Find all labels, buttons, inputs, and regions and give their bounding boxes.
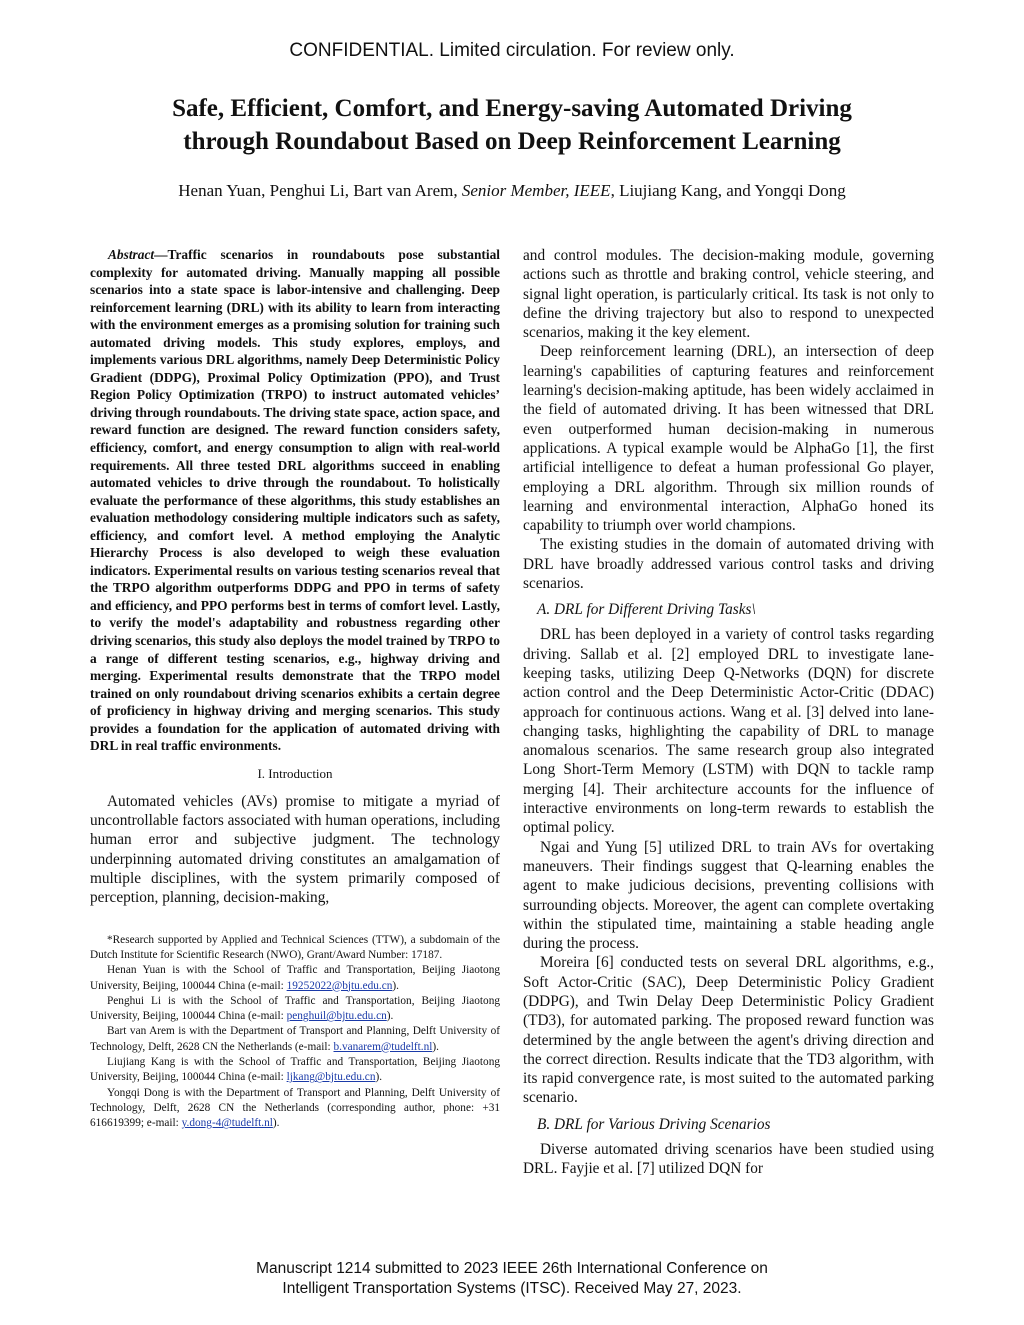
paragraph-overtaking: Ngai and Yung [5] utilized DRL to train AVs for overtaking maneuvers. Their findings suggest that Q-learning enables the agent to make judicious decisions, preventing collisions with surrounding objects. Moreover, the agent can complete overtaking within the stipulated time, maintaining a stable heading angle during the process. bbox=[523, 838, 934, 953]
footnotes bbox=[90, 933, 500, 1132]
abstract bbox=[90, 246, 500, 755]
footer-line-1: Manuscript 1214 submitted to 2023 IEEE 26th International Conference on bbox=[256, 1260, 768, 1277]
left-column bbox=[90, 246, 500, 1132]
footer-line-2: Intelligent Transportation Systems (ITSC). Received May 27, 2023. bbox=[282, 1280, 742, 1297]
section-heading-introduction: I. Introduction bbox=[257, 765, 333, 781]
email-link[interactable]: penghuil@bjtu.edu.cn bbox=[286, 1010, 387, 1023]
subsection-heading-a: A. DRL for Different Driving Tasks\ bbox=[537, 601, 756, 619]
footnote-author-3: Bart van Arem is with the Department of Transport and Planning, Delft University of Technology, Delft, 2628 CN the Netherlands (e-mail: b.vanarem@tudelft.nl). bbox=[90, 1025, 500, 1053]
confidential-notice: CONFIDENTIAL. Limited circulation. For review only. bbox=[289, 40, 735, 61]
footnote-author-4: Liujiang Kang is with the School of Traffic and Transportation, Beijing Jiaotong University, Beijing, 100044 China (e-mail: ljkang@bjtu.edu.cn). bbox=[90, 1056, 500, 1084]
right-column bbox=[523, 246, 934, 1178]
paragraph-control-modules: and control modules. The decision-making module, governing actions such as throttle and braking control, vehicle steering, and signal light operation, is particularly critical. Its task is not only to define the driving trajectory but also to respond to unexpected scenarios, making it the key element. bbox=[523, 247, 934, 342]
submission-footer bbox=[0, 1259, 1024, 1299]
abstract-label: Abstract bbox=[108, 247, 155, 262]
paragraph-drl-intro: Deep reinforcement learning (DRL), an intersection of deep learning's capabilities of capturing features and reinforcement learning's decision-making aptitude, has been widely acclaimed in the field of automated driving. It has been witnessed that DRL even outperformed human decision-making in numerous applications. A typical example would be AlphaGo [1], the first artificial intelligence to defeat a human professional Go player, employing a DRL algorithm. Through six million rounds of learning and environmental interaction, AlphaGo honed its capability to triumph over world champions. bbox=[523, 343, 934, 535]
footnote-author-1: Henan Yuan is with the School of Traffic and Transportation, Beijing Jiaotong University, Beijing, 100044 China (e-mail: 19252022@bjtu.edu.cn). bbox=[90, 964, 500, 992]
footnote-author-5: Yongqi Dong is with the Department of Transport and Planning, Delft University of Technology, Delft, 2628 CN the Netherlands (corresponding author, phone: +31 616619399; e-mail: y.dong-4@tudelft.nl). bbox=[90, 1086, 500, 1130]
email-link[interactable]: y.dong-4@tudelft.nl bbox=[181, 1117, 273, 1130]
footnote-funding: *Research supported by Applied and Technical Sciences (TTW), a subdomain of the Dutch Institute for Scientific Research (NWO), Grant/Award Number: 17187. bbox=[90, 933, 500, 961]
footnote-author-2: Penghui Li is with the School of Traffic and Transportation, Beijing Jiaotong University, Beijing, 100044 China (e-mail: penghuil@bjtu.edu.cn). bbox=[90, 994, 500, 1023]
paper-title bbox=[70, 92, 954, 158]
title-line-1: Safe, Efficient, Comfort, and Energy-saving Automated Driving bbox=[172, 95, 852, 122]
paragraph-driving-scenarios: Diverse automated driving scenarios have been studied using DRL. Fayjie et al. [7] utilized DQN for bbox=[523, 1140, 934, 1178]
paragraph-parking: Moreira [6] conducted tests on several DRL algorithms, e.g., Soft Actor-Critic (SAC), Deep Deterministic Policy Gradient (DDPG), and Twin Delay Deep Deterministic Policy Gradient (TD3), for automated parking. The proposed reward function was determined by the angle between the agent's driving direction and the correct direction. Results indicate that the TD3 algorithm, with its rapid convergence rate, is most suited to the automated parking scenario. bbox=[523, 954, 934, 1107]
subsection-heading-b: B. DRL for Various Driving Scenarios bbox=[537, 1115, 771, 1133]
intro-paragraph: Automated vehicles (AVs) promise to mitigate a myriad of uncontrollable factors associated with human operations, including human error and subjective judgment. The technology underpinning automated driving constitutes an amalgamation of multiple disciplines, with the system primarily composed of perception, planning, decision-making, bbox=[90, 792, 500, 907]
email-link[interactable]: 19252022@bjtu.edu.cn bbox=[286, 979, 393, 992]
authors-after: , Liujiang Kang, and Yongqi Dong bbox=[610, 181, 846, 200]
title-line-2: through Roundabout Based on Deep Reinforcement Learning bbox=[183, 128, 841, 155]
email-link[interactable]: ljkang@bjtu.edu.cn bbox=[286, 1071, 376, 1084]
paragraph-existing-studies: The existing studies in the domain of automated driving with DRL have broadly addressed various control tasks and driving scenarios. bbox=[523, 536, 934, 593]
paragraph-driving-tasks: DRL has been deployed in a variety of control tasks regarding driving. Sallab et al. [2] employed DRL to investigate lane-keeping tasks, utilizing Deep Q-Networks (DQN) for discrete action control and the Deep Deterministic Actor-Critic (DDAC) approach for continuous actions. Wang et al. [3] delved into lane-changing tasks, highlighting the capability of DRL to manage anomalous scenarios. The same research group also integrated Long Short-Term Memory (LSTM) with DQN to tackle ramp merging [4]. Their architecture accounts for the influence of interactive environments on long-term rewards to establish the optimal policy. bbox=[523, 626, 934, 837]
email-link[interactable]: b.vanarem@tudelft.nl bbox=[333, 1040, 433, 1053]
authors-before: Henan Yuan, Penghui Li, Bart van Arem, bbox=[178, 181, 462, 200]
authors-membership: Senior Member, IEEE bbox=[461, 181, 611, 200]
abstract-text: —Traffic scenarios in roundabouts pose substantial complexity for automated driving. Manually mapping all possible scenarios into a state space is labor-intensive and challenging. Deep reinforcement learning (DRL) with its ability to learn from interacting with the environment emerges as a promising solution for training such automated driving models. This study explores, employs, and implements various DRL algorithms, namely Deep Deterministic Policy Gradient (DDPG), Proximal Policy Optimization (PPO), and Trust Region Policy Optimization (TRPO) to instruct automated vehicles’ driving through roundabouts. The driving state space, action space, and reward function are designed. The reward function considers safety, efficiency, comfort, and energy consumption to align with real-world requirements. All three tested DRL algorithms succeed in enabling automated vehicles to drive through the roundabout. To holistically evaluate the performance of these algorithms, this study establishes an evaluation methodology considering multiple indicators such as safety, efficiency, and comfort level. A method employing the Analytic Hierarchy Process is also developed to weigh these evaluation indicators. Experimental results on various testing scenarios reveal that the TRPO algorithm outperforms DDPG and PPO in terms of safety and efficiency, and PPO performs best in terms of comfort level. Lastly, to verify the model's adaptability and robustness regarding other driving scenarios, this study also deploys the model trained by TRPO to a range of different testing scenarios, e.g., highway driving and merging. Experimental results demonstrate that the TRPO model trained on only roundabout driving scenarios exhibits a certain degree of proficiency in highway driving and merging scenarios. This study provides a foundation for the application of automated driving with DRL in real traffic environments. bbox=[90, 247, 500, 754]
author-list bbox=[40, 181, 984, 201]
